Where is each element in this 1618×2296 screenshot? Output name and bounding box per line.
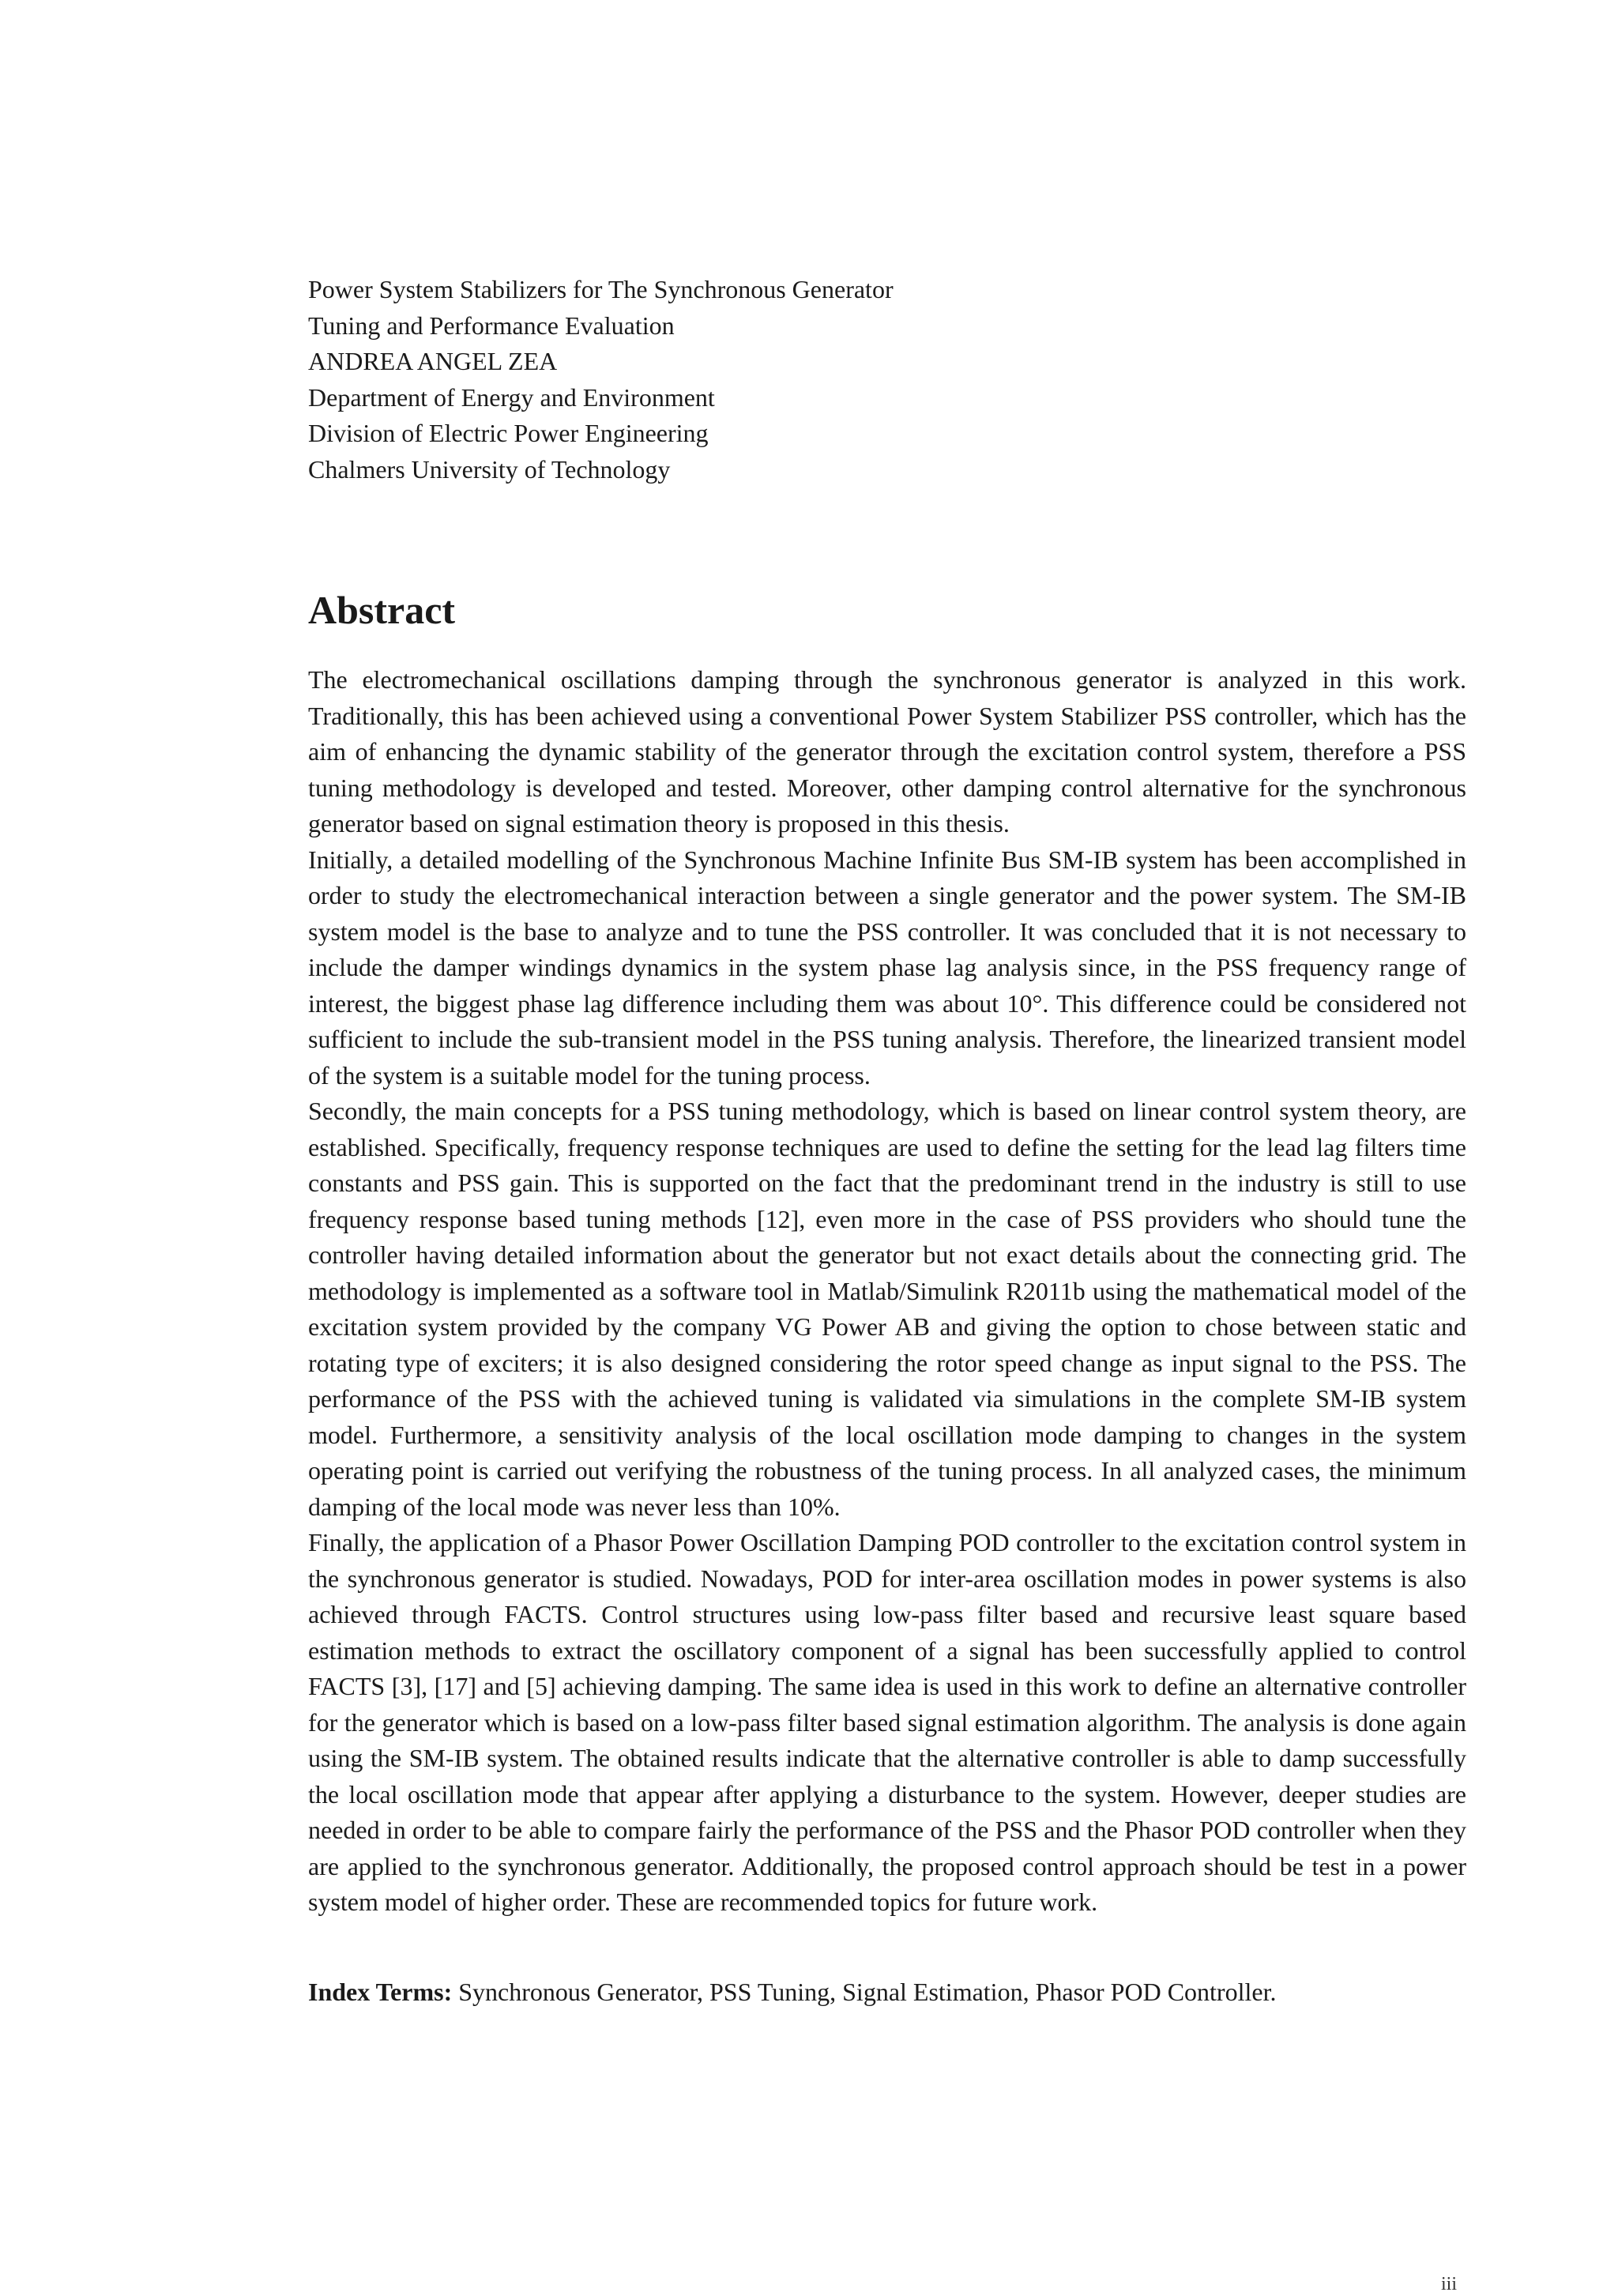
abstract-paragraph-3: Secondly, the main concepts for a PSS tuning methodology, which is based on linear control system theory, are established. Specifically, frequency response techniques are used to define the setting for the lead lag filters time constants and PSS gain. This is supported on the fact that the predominant trend in the industry is still to use frequency response based tuning methods [12], even more in the case of PSS providers who should tune the controller having detailed information about the generator but not exact details about the connecting grid. The methodology is implemented as a software tool in Matlab/Simulink R2011b using the mathematical model of the excitation system provided by the company VG Power AB and giving the option to chose between static and rotating type of exciters; it is also designed considering the rotor speed change as input signal to the PSS. The performance of the PSS with the achieved tuning is validated via simulations in the complete SM-IB system model. Furthermore, a sensitivity analysis of the local oscillation mode damping to changes in the system operating point is carried out verifying the robustness of the tuning process. In all analyzed cases, the minimum damping of the local mode was never less than 10%. [308,1097,1466,1521]
thesis-title-line-1: Power System Stabilizers for The Synchronous Generator [308,275,894,303]
thesis-title-line-2: Tuning and Performance Evaluation [308,311,675,340]
abstract-paragraph-2: Initially, a detailed modelling of the Synchronous Machine Infinite Bus SM-IB system has been accomplished in order to study the electromechanical interaction between a single generator and the power system. The SM-IB system model is the base to analyze and to tune the PSS controller. It was concluded that it is not necessary to include the damper windings dynamics in the system phase lag analysis since, in the PSS frequency range of interest, the biggest phase lag difference including them was about 10°. This difference could be considered not sufficient to include the sub-transient model in the PSS tuning analysis. Therefore, the linearized transient model of the system is a suitable model for the tuning process. [308,845,1466,1090]
university-name: Chalmers University of Technology [308,454,671,484]
abstract-paragraph-1: The electromechanical oscillations damping through the synchronous generator is analyzed in this work. Traditionally, this has been achieved using a conventional Power System Stabilizer PSS controller, which has the aim of enhancing the dynamic stability of the generator through the excitation control system, therefore a PSS tuning methodology is developed and tested. Moreover, other damping control alternative for the synchronous generator based on signal estimation theory is proposed in this thesis. [308,665,1466,837]
index-terms-text: Synchronous Generator, PSS Tuning, Signal Estimation, Phasor POD Controller. [458,1978,1277,2006]
abstract-paragraph-4: Finally, the application of a Phasor Power Oscillation Damping POD controller to the excitation control system in the synchronous generator is studied. Nowadays, POD for inter-area oscillation modes in power systems is also achieved through FACTS. Control structures using low-pass filter based and recursive least square based estimation methods to extract the oscillatory component of a signal has been successfully applied to control FACTS [3], [17] and [5] achieving damping. The same idea is used in this work to define an alternative controller for the generator which is based on a low-pass filter based signal estimation algorithm. The analysis is done again using the SM-IB system. The obtained results indicate that the alternative controller is able to damp successfully the local oscillation mode that appear after applying a disturbance to the system. However, deeper studies are needed in order to be able to compare fairly the performance of the PSS and the Phasor POD controller when they are applied to the synchronous generator. Additionally, the proposed control approach should be test in a power system model of higher order. These are recommended topics for future work. [308,1528,1466,1916]
abstract-body [308,662,1466,1921]
author-name: ANDREA ANGEL ZEA [308,347,558,375]
index-terms [308,1974,1466,2011]
department-name: Department of Energy and Environment [308,382,715,412]
abstract-heading: Abstract [308,588,456,632]
index-terms-label: Index Terms: [308,1978,453,2006]
division-name: Division of Electric Power Engineering [308,419,709,447]
title-block [308,272,1462,487]
page-number: iii [1441,2274,1458,2294]
